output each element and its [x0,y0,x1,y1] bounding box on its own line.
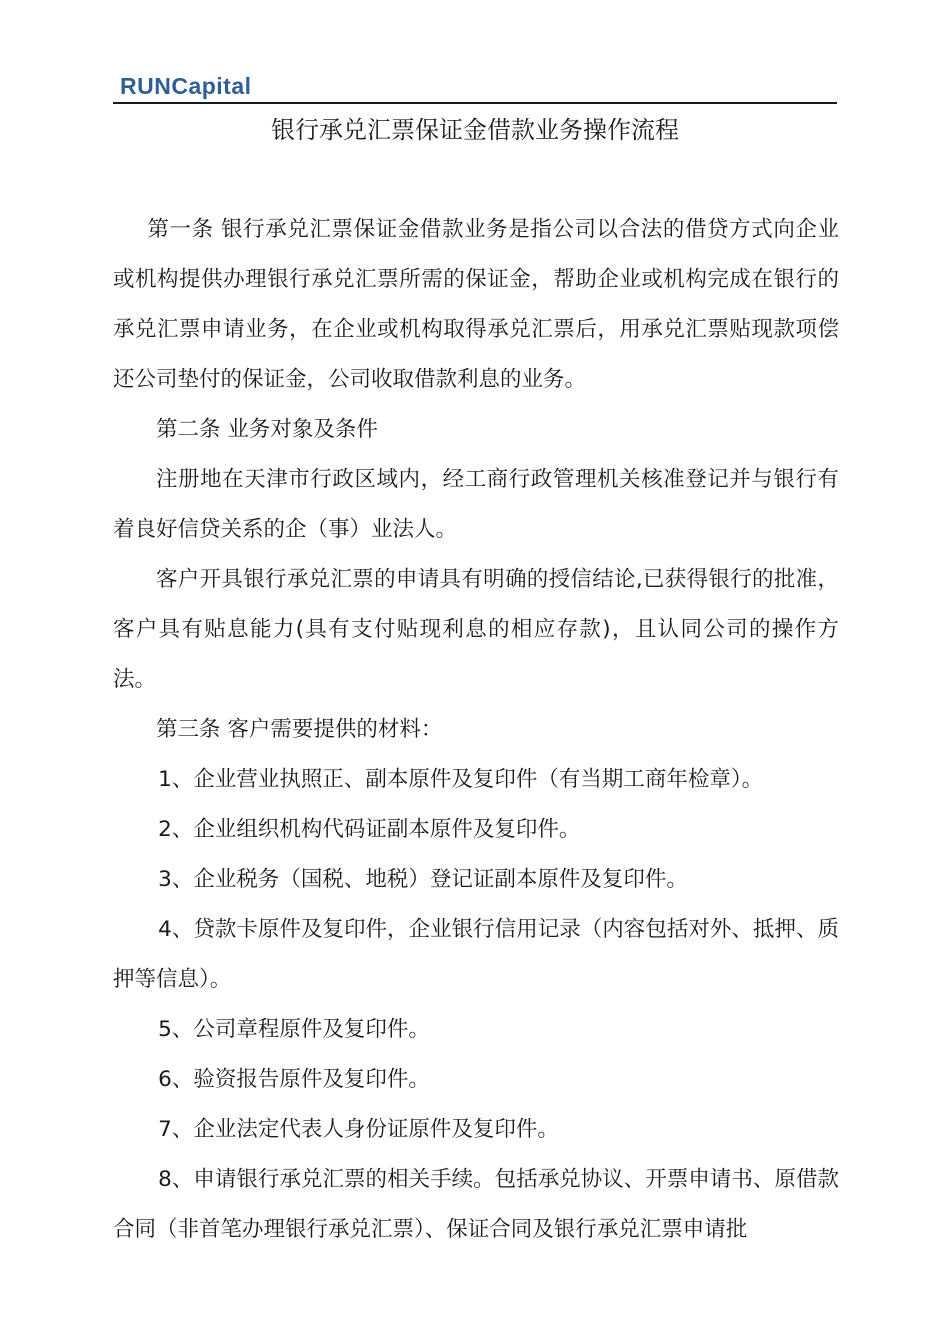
article-3-heading: 第三条 客户需要提供的材料： [156,717,443,742]
document-title: 银行承兑汇票保证金借款业务操作流程 [271,116,679,144]
list-item: 2、企业组织机构代码证副本原件及复印件。 [158,817,581,842]
article-1-paragraph: 第一条 银行承兑汇票保证金借款业务是指公司以合法的借贷方式向企业或机构提供办理银行承兑汇票所需的保证金，帮助企业或机构完成在银行的承兑汇票申请业务，在企业或机构取得承兑汇票后，用承兑汇票贴现款项偿还公司垫付的保证金，公司收取借款利息的业务。 [113,217,839,392]
paragraph-registration: 注册地在天津市行政区域内，经工商行政管理机关核准登记并与银行有着良好信贷关系的企（事）业法人。 [113,467,839,542]
list-item: 4、贷款卡原件及复印件，企业银行信用记录（内容包括对外、抵押、质押等信息）。 [113,917,839,992]
list-item: 8、申请银行承兑汇票的相关手续。包括承兑协议、开票申请书、原借款合同（非首笔办理银行承兑汇票）、保证合同及银行承兑汇票申请批 [113,1167,839,1242]
list-item: 6、验资报告原件及复印件。 [158,1067,430,1092]
article-2-heading: 第二条 业务对象及条件 [156,417,378,442]
paragraph-client-conditions: 客户开具银行承兑汇票的申请具有明确的授信结论,已获得银行的批准，客户具有贴息能力(具有支付贴现利息的相应存款)，且认同公司的操作方法。 [113,567,839,692]
list-item: 1、企业营业执照正、副本原件及复印件（有当期工商年检章）。 [158,767,764,792]
document-body [113,205,839,1255]
list-item: 5、公司章程原件及复印件。 [158,1017,430,1042]
company-logo: RUNCapital [120,73,252,99]
list-item: 7、企业法定代表人身份证原件及复印件。 [158,1117,559,1142]
page-header [113,70,837,104]
list-item: 3、企业税务（国税、地税）登记证副本原件及复印件。 [158,867,688,892]
